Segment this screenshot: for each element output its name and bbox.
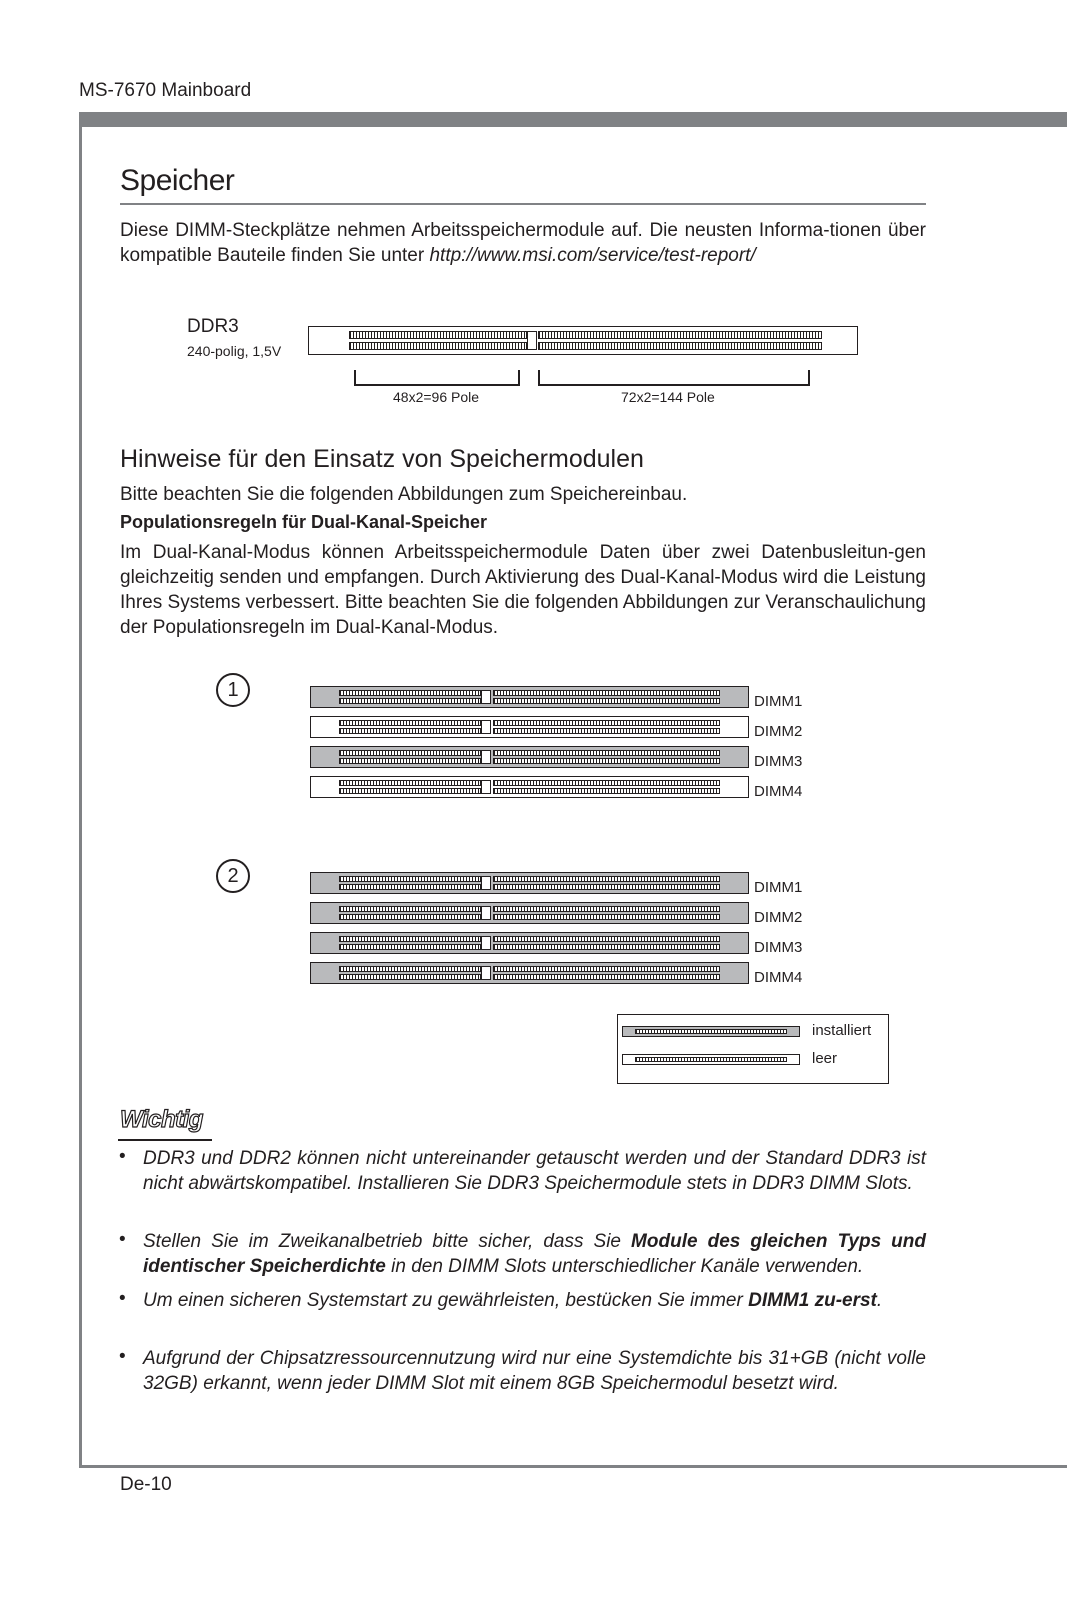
ddr3-label: DDR3 — [187, 316, 239, 337]
slot-notch — [481, 936, 491, 950]
intro-paragraph — [120, 218, 926, 268]
page-number: De-10 — [120, 1474, 172, 1495]
ddr3-notch — [527, 331, 537, 350]
dimm-slot-dimm1 — [310, 686, 749, 708]
dimm-slot-dimm3 — [310, 746, 749, 768]
dimm-slot-dimm2 — [310, 902, 749, 924]
slot-notch — [481, 966, 491, 980]
ddr3-spec: 240-polig, 1,5V — [187, 343, 282, 359]
ddr3-pins-bottom-right — [538, 342, 822, 350]
config-number-1: 1 — [216, 673, 250, 707]
dimm-label: DIMM2 — [754, 723, 803, 740]
bullet-dot: • — [119, 1146, 126, 1167]
legend-installed-slot — [622, 1026, 800, 1037]
bullet-3-bold: DIMM1 zu-erst — [748, 1290, 877, 1311]
dimm-slot-dimm3 — [310, 932, 749, 954]
slot-pins — [339, 690, 481, 696]
bullet-2-bold: Module des gleichen Typs und identischer Speicherdichte — [143, 1231, 927, 1277]
section-title: Speicher — [120, 164, 235, 197]
ddr3-pins-bottom-left — [349, 342, 527, 350]
important-underline — [118, 1139, 212, 1141]
dimm-label: DIMM4 — [754, 783, 803, 800]
legend-installed-pins — [635, 1029, 787, 1034]
bullet-2-text-end: in den DIMM Slots unterschiedlicher Kanäle verwenden. — [385, 1256, 864, 1277]
ddr3-pins-top-left — [349, 331, 527, 339]
slot-pins — [493, 720, 720, 726]
slot-pins — [493, 974, 720, 980]
ddr3-pins-top-right — [538, 331, 822, 339]
dimm-slot-dimm4 — [310, 776, 749, 798]
slot-notch — [481, 750, 491, 764]
dimm-slot-dimm2 — [310, 716, 749, 738]
slot-pins — [339, 720, 481, 726]
dimm-label: DIMM2 — [754, 909, 803, 926]
slot-pins — [493, 698, 720, 704]
slot-pins — [493, 690, 720, 696]
legend — [617, 1014, 889, 1084]
slot-notch — [481, 876, 491, 890]
legend-installed-label: installiert — [812, 1022, 872, 1039]
dimm-label: DIMM1 — [754, 879, 803, 896]
right-pin-count: 72x2=144 Pole — [621, 389, 715, 405]
bullet-dot: • — [119, 1346, 126, 1367]
bullet-3-text-end: . — [876, 1290, 883, 1311]
slot-notch — [481, 690, 491, 704]
notes-intro: Bitte beachten Sie die folgenden Abbildungen zum Speichereinbau. — [120, 484, 688, 505]
slot-pins — [339, 944, 481, 950]
slot-pins — [493, 728, 720, 734]
header-title: MS-7670 Mainboard — [79, 80, 252, 101]
slot-pins — [339, 780, 481, 786]
slot-pins — [339, 914, 481, 920]
important-bullet-3 — [143, 1288, 926, 1313]
slot-pins — [493, 780, 720, 786]
slot-pins — [493, 966, 720, 972]
intro-text: Diese DIMM-Steckplätze nehmen Arbeitsspeichermodule auf. Die neusten Informa-tionen über kompatible Bauteile finden Sie unter — [120, 220, 926, 266]
slot-pins — [493, 758, 720, 764]
slot-notch — [481, 720, 491, 734]
left-pin-count: 48x2=96 Pole — [393, 389, 480, 405]
bullet-dot: • — [119, 1288, 126, 1309]
slot-pins — [493, 788, 720, 794]
dimm-label: DIMM4 — [754, 969, 803, 986]
left-pin-bracket — [354, 370, 520, 386]
slot-pins — [339, 758, 481, 764]
important-bullet-4: Aufgrund der Chipsatzressourcennutzung wird nur eine Systemdichte bis 31+GB (nicht volle 32GB) erkannt, wenn jeder DIMM Slot mit einem 8GB Speichermodul besetzt wird. — [143, 1348, 926, 1394]
left-rule — [79, 112, 82, 1468]
slot-pins — [339, 884, 481, 890]
rules-title: Populationsregeln für Dual-Kanal-Speicher — [120, 512, 488, 532]
slot-pins — [339, 788, 481, 794]
legend-empty-label: leer — [812, 1050, 838, 1067]
bullet-3-text: Um einen sicheren Systemstart zu gewährleisten, bestücken Sie immer — [143, 1290, 749, 1311]
config-number-2: 2 — [216, 859, 250, 893]
dimm-label: DIMM1 — [754, 693, 803, 710]
slot-pins — [493, 944, 720, 950]
slot-pins — [339, 728, 481, 734]
section-title-underline — [120, 203, 926, 205]
slot-pins — [493, 884, 720, 890]
bottom-rule — [79, 1465, 1067, 1468]
right-pin-bracket — [538, 370, 810, 386]
bullet-2-text: Stellen Sie im Zweikanalbetrieb bitte sicher, dass Sie — [143, 1231, 632, 1252]
important-bullet-2 — [143, 1229, 926, 1279]
slot-pins — [493, 750, 720, 756]
slot-pins — [339, 906, 481, 912]
slot-pins — [339, 966, 481, 972]
slot-notch — [481, 780, 491, 794]
rules-text: Im Dual-Kanal-Modus können Arbeitsspeichermodule Daten über zwei Datenbusleitun-gen gleichzeitig senden und empfangen. Durch Aktivierung des Dual-Kanal-Modus wird die Leistung Ihres Systems verbessert. Bitte beachten Sie die folgenden Abbildungen zur Veranschaulichung der Populationsregeln im Dual-Kanal-Modus. — [120, 542, 926, 638]
slot-pins — [339, 974, 481, 980]
notes-title: Hinweise für den Einsatz von Speichermodulen — [120, 445, 644, 473]
dimm-label: DIMM3 — [754, 939, 803, 956]
important-title: Wichtig — [120, 1106, 203, 1133]
slot-pins — [493, 914, 720, 920]
bullet-dot: • — [119, 1229, 126, 1250]
dimm-slot-dimm4 — [310, 962, 749, 984]
important-bullet-1: DDR3 und DDR2 können nicht untereinander getauscht werden und der Standard DDR3 ist nicht abwärtskompatibel. Installieren Sie DDR3 Speichermodule stets in DDR3 DIMM Slots. — [143, 1148, 926, 1194]
header-bar — [80, 112, 1067, 127]
intro-link[interactable]: http://www.msi.com/service/test-report/ — [429, 245, 756, 266]
dimm-slot-dimm1 — [310, 872, 749, 894]
slot-pins — [493, 876, 720, 882]
legend-empty-pins — [635, 1057, 787, 1062]
slot-pins — [339, 750, 481, 756]
ddr3-module — [308, 326, 858, 355]
slot-pins — [339, 876, 481, 882]
slot-pins — [339, 698, 481, 704]
slot-pins — [493, 936, 720, 942]
slot-pins — [339, 936, 481, 942]
slot-notch — [481, 906, 491, 920]
dimm-label: DIMM3 — [754, 753, 803, 770]
legend-empty-slot — [622, 1054, 800, 1065]
slot-pins — [493, 906, 720, 912]
